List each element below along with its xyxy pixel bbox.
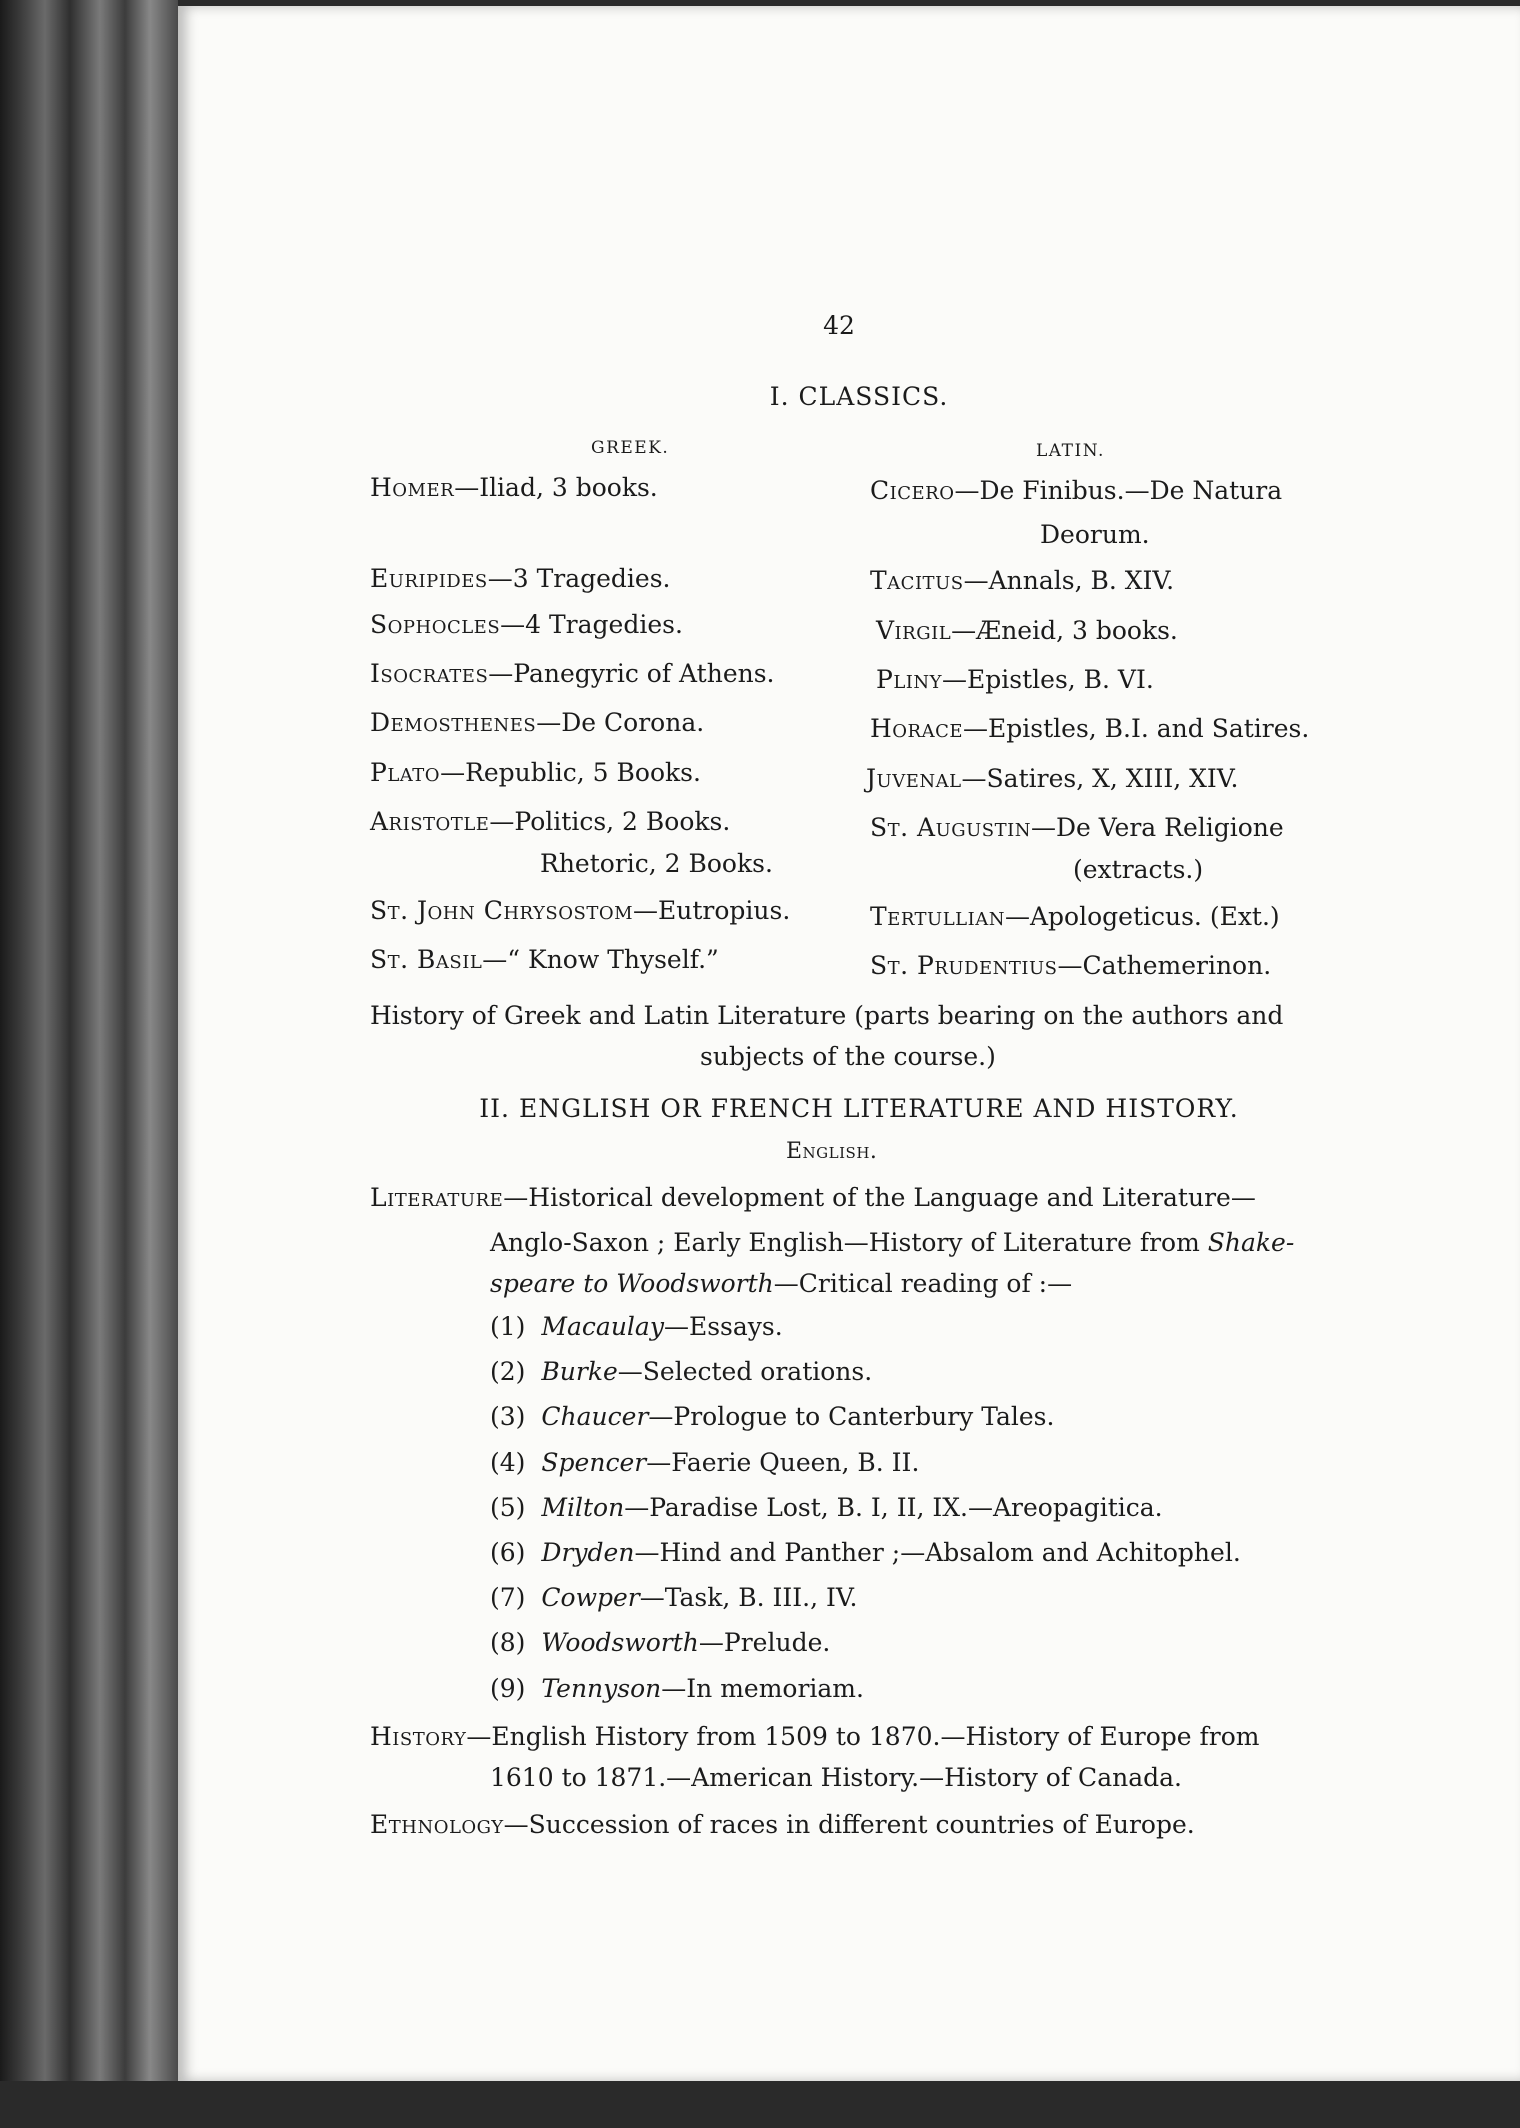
greek-author: Demosthenes (370, 708, 537, 737)
reading-item (490, 1402, 1054, 1432)
reading-number: (6) (490, 1538, 526, 1567)
reading-item (490, 1674, 864, 1704)
latin-work: —Satires, X, XIII, XIV. (961, 764, 1239, 793)
latin-entry (870, 714, 1309, 744)
literature-text2a: Anglo-Saxon ; Early English—History of Literature from (490, 1228, 1208, 1257)
greek-work: —Panegyric of Athens. (488, 659, 775, 688)
greek-author: Plato (370, 758, 441, 787)
reading-work: —Prelude. (698, 1628, 831, 1658)
latin-entry (876, 616, 1178, 646)
greek-entry (370, 896, 790, 926)
reading-item (490, 1448, 919, 1478)
literature-line1 (370, 1183, 1256, 1213)
reading-author: Chaucer (541, 1402, 649, 1432)
greek-work: —Eutropius. (633, 896, 791, 925)
greek-work: Rhetoric, 2 Books. (540, 849, 773, 878)
literature-text2b: Shake- (1207, 1228, 1295, 1257)
latin-author: Virgil (876, 616, 952, 645)
english-subtitle: English. (786, 1139, 878, 1164)
reading-number: (5) (490, 1492, 526, 1522)
greek-work: —Iliad, 3 books. (454, 473, 658, 502)
latin-entry (870, 566, 1174, 596)
greek-author: Euripides (370, 564, 488, 593)
latin-entry (870, 476, 1282, 506)
greek-entry (370, 564, 670, 594)
section-english-title: II. ENGLISH OR FRENCH LITERATURE AND HISTORY. (479, 1094, 1239, 1123)
literature-label: Literature (370, 1183, 504, 1212)
latin-entry (870, 813, 1284, 843)
greek-author: Isocrates (370, 659, 489, 688)
greek-author: Homer (370, 473, 455, 502)
reading-author: Spencer (541, 1447, 647, 1477)
greek-work: —4 Tragedies. (500, 610, 683, 639)
latin-author: Pliny (876, 665, 943, 694)
greek-entry (370, 758, 701, 788)
reading-item (490, 1357, 872, 1387)
greek-entry (370, 473, 658, 503)
reading-number: (3) (490, 1402, 526, 1432)
latin-entry (876, 665, 1154, 695)
reading-work: —Faerie Queen, B. II. (646, 1447, 920, 1477)
latin-work: —Epistles, B.I. and Satires. (963, 714, 1310, 743)
greek-entry (370, 610, 683, 640)
latin-work: —Annals, B. XIV. (963, 566, 1175, 595)
history-text1: —English History from 1509 to 1870.—History of Europe from (466, 1722, 1260, 1751)
ethnology-label: Ethnology (370, 1810, 504, 1839)
reading-author: Dryden (541, 1538, 635, 1567)
reading-author: Woodsworth (541, 1628, 699, 1658)
reading-item (490, 1538, 1241, 1568)
reading-number: (7) (490, 1583, 526, 1613)
reading-item (490, 1583, 858, 1613)
ethnology-line (370, 1810, 1195, 1840)
latin-entry (866, 764, 1238, 794)
latin-work: —Æneid, 3 books. (951, 616, 1178, 645)
latin-work: Deorum. (1040, 520, 1150, 549)
book-page (178, 6, 1520, 2081)
history-line1 (370, 1722, 1260, 1752)
latin-author: Horace (870, 714, 964, 743)
reading-number: (2) (490, 1357, 526, 1387)
reading-work: —Hind and Panther ;—Absalom and Achitophel. (634, 1538, 1241, 1567)
scan-border (0, 2081, 1520, 2128)
greek-entry (370, 945, 719, 975)
latin-entry (870, 902, 1280, 932)
reading-number: (9) (490, 1673, 526, 1703)
literature-line2 (490, 1228, 1294, 1258)
classics-history-line1: History of Greek and Latin Literature (parts bearing on the authors and (370, 1001, 1284, 1030)
classics-history-line2: subjects of the course.) (700, 1042, 996, 1071)
greek-author: St. Basil (370, 945, 483, 974)
history-label: History (370, 1722, 467, 1751)
greek-heading: GREEK. (591, 438, 670, 458)
literature-text1: —Historical development of the Language and Literature— (503, 1183, 1256, 1212)
reading-work: —Paradise Lost, B. I, II, IX.—Areopagitica. (624, 1492, 1163, 1522)
latin-entry (1040, 520, 1150, 550)
reading-work: —Selected orations. (617, 1357, 873, 1387)
latin-work: —Cathemerinon. (1057, 951, 1272, 980)
literature-line3 (490, 1269, 1072, 1299)
greek-work: —De Corona. (536, 708, 705, 737)
latin-work: (extracts.) (1073, 855, 1204, 884)
reading-number: (4) (490, 1447, 526, 1477)
greek-work: —“ Know Thyself.” (482, 945, 719, 974)
greek-author: Aristotle (370, 807, 490, 836)
latin-author: Tertullian (870, 902, 1005, 931)
reading-author: Cowper (541, 1583, 640, 1613)
reading-author: Milton (541, 1492, 625, 1522)
latin-work: —Apologeticus. (Ext.) (1005, 902, 1280, 931)
greek-entry (370, 807, 730, 837)
book-edge (0, 0, 178, 2128)
latin-heading: LATIN. (1036, 441, 1105, 461)
greek-entry (540, 849, 773, 879)
literature-text3b: —Critical reading of :— (773, 1269, 1073, 1298)
greek-entry (370, 659, 775, 689)
reading-item (490, 1493, 1163, 1523)
reading-number: (8) (490, 1628, 526, 1658)
latin-work: —De Finibus.—De Natura (954, 476, 1283, 505)
reading-work: —Prologue to Canterbury Tales. (648, 1402, 1055, 1432)
latin-author: St. Augustin (870, 813, 1031, 842)
greek-author: Sophocles (370, 610, 501, 639)
latin-entry (870, 951, 1271, 981)
literature-text3a: speare to Woodsworth (490, 1269, 774, 1298)
reading-work: —Essays. (663, 1312, 783, 1341)
reading-item (490, 1312, 783, 1342)
reading-work: —In memoriam. (661, 1673, 864, 1703)
reading-work: —Task, B. III., IV. (639, 1583, 858, 1613)
section-classics-title: I. CLASSICS. (769, 382, 949, 411)
reading-author: Burke (541, 1357, 618, 1387)
greek-work: —Republic, 5 Books. (440, 758, 701, 787)
latin-author: St. Prudentius (870, 951, 1058, 980)
greek-entry (370, 708, 704, 738)
greek-work: —Politics, 2 Books. (489, 807, 731, 836)
ethnology-text: —Succession of races in different countries of Europe. (503, 1810, 1195, 1839)
latin-entry (1073, 855, 1203, 885)
latin-author: Juvenal (866, 764, 962, 793)
latin-author: Cicero (870, 476, 955, 505)
greek-work: —3 Tragedies. (487, 564, 671, 593)
page-number: 42 (823, 311, 855, 340)
reading-number: (1) (490, 1312, 526, 1341)
latin-work: —De Vera Religione (1031, 813, 1284, 842)
reading-author: Tennyson (541, 1673, 662, 1703)
latin-work: —Epistles, B. VI. (942, 665, 1154, 694)
latin-author: Tacitus (870, 566, 964, 595)
reading-author: Macaulay (541, 1312, 664, 1341)
reading-item (490, 1628, 830, 1658)
greek-author: St. John Chrysostom (370, 896, 634, 925)
history-line2: 1610 to 1871.—American History.—History of Canada. (490, 1763, 1182, 1792)
